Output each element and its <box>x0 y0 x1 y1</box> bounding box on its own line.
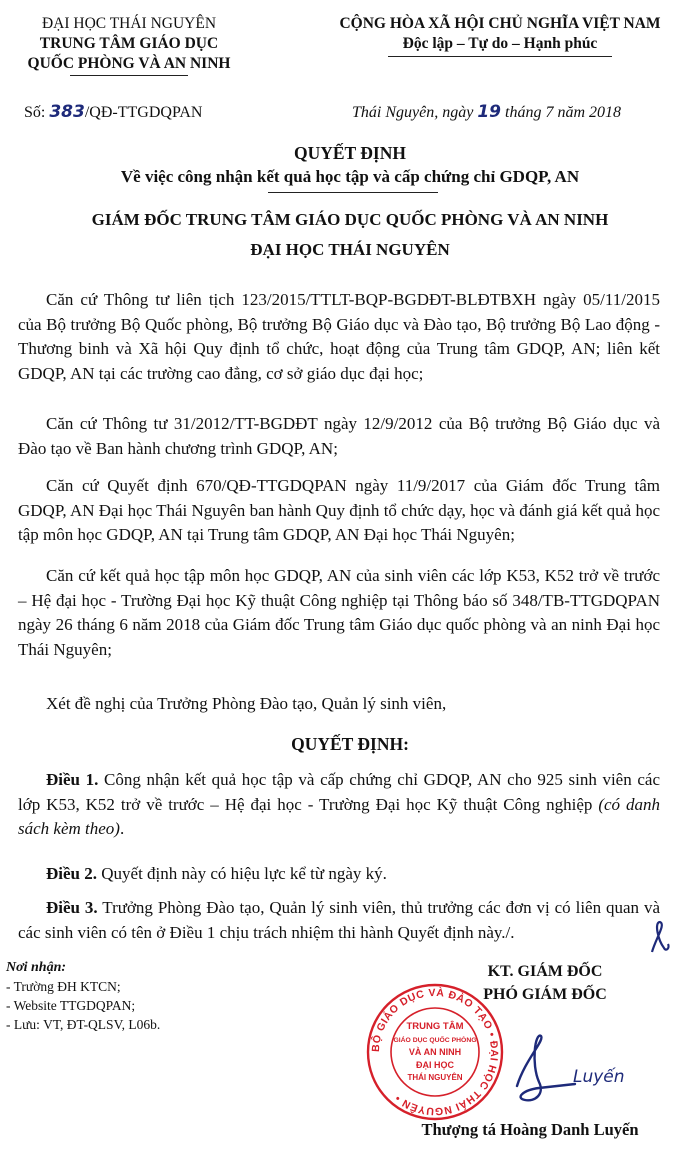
article-3-text: Trưởng Phòng Đào tạo, Quản lý sinh viên, thủ trưởng các đơn vị có liên quan và các sinh viên có tên ở Điều 1 chịu trách nhiệm thi hành Quyết định này./. <box>18 898 661 942</box>
date-place: Thái Nguyên, ngày <box>352 104 474 121</box>
seal-inner-line: VÀ AN NINH <box>408 1047 462 1057</box>
seal-inner-line: GIÁO DỤC QUỐC PHÒNG <box>393 1037 477 1044</box>
motto: Độc lập – Tự do – Hạnh phúc <box>402 35 598 52</box>
recipients-title: Nơi nhận: <box>6 960 67 975</box>
preamble-legal-basis-3: Căn cứ Quyết định 670/QĐ-TTGDQPAN ngày 11/9/2017 của Giám đốc Trung tâm GDQP, AN Đại học Thái Nguyên ban hành Quy định tổ chức dạy, học và đánh giá kết quả học tập môn học GDQP, AN tại Trung tâm GDQP, AN Đại học Thái Nguyên; <box>18 476 660 544</box>
article-1-end: . <box>119 819 125 838</box>
date-month-year: tháng 7 năm 2018 <box>505 104 621 121</box>
subject-underline <box>268 192 438 193</box>
article-1-label: Điều 1. <box>46 770 99 789</box>
number-prefix: Số: <box>24 104 46 121</box>
agency-underline <box>70 75 188 76</box>
date-day: 19 <box>477 102 501 122</box>
decision-heading: QUYẾT ĐỊNH: <box>291 734 409 754</box>
seal-outer-text: BỘ GIÁO DỤC VÀ ĐÀO TẠO • ĐẠI HỌC THÁI NGUYÊN • <box>369 986 501 1118</box>
signature-title-1: KT. GIÁM ĐỐC <box>487 963 603 980</box>
signer-name: Thượng tá Hoàng Danh Luyến <box>421 1120 639 1139</box>
center-name-line2: QUỐC PHÒNG VÀ AN NINH <box>27 55 231 72</box>
article-2-label: Điều 2. <box>46 864 97 883</box>
preamble-legal-basis-4: Căn cứ kết quả học tập môn học GDQP, AN của sinh viên các lớp K53, K52 trở về trước – Hệ đại học - Trường Đại học Kỹ thuật Công nghiệp tại Thông báo số 348/TB-TTGDQPAN ngày 26 tháng 6 năm 2018 của Giám đốc Trung tâm Giáo dục quốc phòng và an ninh Đại học Thái Nguyên; <box>18 566 660 659</box>
decision-number <box>24 102 202 122</box>
recipient-item: - Website TTGDQPAN; <box>6 998 136 1013</box>
preamble-proposal: Xét đề nghị của Trưởng Phòng Đào tạo, Quản lý sinh viên, <box>46 694 447 713</box>
issue-date <box>352 102 621 122</box>
recipients-block <box>6 958 266 1034</box>
agency-block <box>0 14 258 74</box>
motto-underline <box>388 56 612 57</box>
signature-handwriting: Luyến <box>573 1067 625 1087</box>
number-suffix: /QĐ-TTGDQPAN <box>84 104 203 121</box>
center-name-line1: TRUNG TÂM GIÁO DỤC <box>39 35 219 52</box>
university-name: ĐẠI HỌC THÁI NGUYÊN <box>41 15 217 32</box>
signature-title-2: PHÓ GIÁM ĐỐC <box>483 986 607 1003</box>
recipient-item: - Lưu: VT, ĐT-QLSV, L06b. <box>6 1017 161 1032</box>
authority-line2: ĐẠI HỌC THÁI NGUYÊN <box>250 240 450 259</box>
authority-line1: GIÁM ĐỐC TRUNG TÂM GIÁO DỤC QUỐC PHÒNG VÀ AN NINH <box>91 210 609 229</box>
national-motto-block <box>300 14 700 54</box>
document-title: QUYẾT ĐỊNH <box>294 143 406 163</box>
article-2-text: Quyết định này có hiệu lực kể từ ngày ký. <box>101 864 387 883</box>
preamble-legal-basis-2: Căn cứ Thông tư 31/2012/TT-BGDĐT ngày 12/9/2012 của Bộ trưởng Bộ Giáo dục và Đào tạo về Ban hành chương trình GDQP, AN; <box>18 414 660 458</box>
initial-mark-icon <box>646 918 674 956</box>
number-value: 383 <box>49 102 85 122</box>
seal-inner-line: TRUNG TÂM <box>406 1021 464 1032</box>
country-name: CỘNG HÒA XÃ HỘI CHỦ NGHĨA VIỆT NAM <box>339 15 661 32</box>
handwritten-signature <box>505 1030 655 1110</box>
article-3 <box>18 896 660 945</box>
article-2 <box>18 862 660 887</box>
article-1-note: (có danh sách kèm theo) <box>18 794 660 838</box>
article-3-label: Điều 3. <box>46 898 98 917</box>
seal-inner-line: ĐẠI HỌC <box>416 1060 454 1070</box>
seal-inner-line: THÁI NGUYÊN <box>407 1073 463 1082</box>
recipient-item: - Trường ĐH KTCN; <box>6 979 121 994</box>
preamble-legal-basis-1: Căn cứ Thông tư liên tịch 123/2015/TTLT-BQP-BGDĐT-BLĐTBXH ngày 05/11/2015 của Bộ trưởng Bộ Quốc phòng, Bộ trưởng Bộ Giáo dục và Đào tạo, Bộ trưởng Bộ Lao động - Thương binh và Xã hội Quy định tổ chức, hoạt động của Trung tâm GDQP, AN; liên kết GDQP, AN tại các trường cao đẳng, cơ sở giáo dục đại học; <box>18 290 660 383</box>
article-1 <box>18 768 660 842</box>
official-seal <box>365 982 505 1122</box>
article-1-text: Công nhận kết quả học tập và cấp chứng chỉ GDQP, AN cho 925 sinh viên các lớp K53, K52 trở về trước – Hệ đại học - Trường Đại học Kỹ thuật Công nghiệp <box>18 770 660 814</box>
document-subject: Về việc công nhận kết quả học tập và cấp chứng chỉ GDQP, AN <box>120 167 580 186</box>
